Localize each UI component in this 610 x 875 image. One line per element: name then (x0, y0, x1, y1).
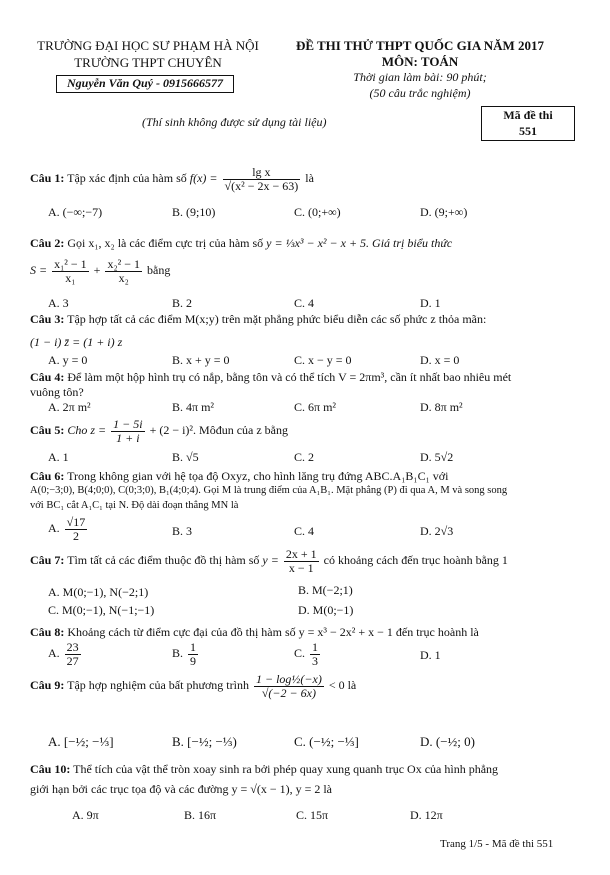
option-a[interactable]: A. [−½; −⅓] (48, 734, 114, 749)
denominator: 3 (312, 653, 319, 668)
option-d[interactable]: D. 12π (410, 808, 443, 822)
question-4 (30, 370, 511, 385)
q-text: Trong không gian với hệ tọa độ Oxyz, cho hình lăng trụ đứng ABC.A₁B₁C₁ với (67, 469, 449, 483)
numerator: 1 − 5i (113, 417, 143, 431)
q-tail: là (305, 170, 314, 185)
q-label: Câu 2: (30, 236, 65, 250)
option-a[interactable]: A. y = 0 (48, 353, 88, 367)
option-prefix: B. (172, 645, 184, 660)
fraction (254, 673, 324, 699)
denominator: x₁ (65, 270, 76, 285)
denominator: x − 1 (288, 560, 314, 575)
option-d[interactable]: D. M(0;−1) (298, 603, 354, 617)
q-text: Khoảng cách từ điểm cực đại của đồ thị hàm số y = x³ − 2x² + x − 1 đến trục hoành là (67, 625, 479, 639)
numerator: x₂² − 1 (107, 257, 141, 271)
option-c[interactable]: C. M(0;−1), N(−1;−1) (48, 603, 155, 617)
code-label: Mã đề thi (503, 108, 553, 122)
q-text-3: với BC₁ cắt A₁C₁ tại N. Độ dài đoạn thẳng MN là (30, 500, 239, 511)
numerator: lg x (223, 166, 301, 180)
subject: MÔN: TOÁN (381, 54, 459, 69)
page-footer: Trang 1/5 - Mã đề thi 551 (440, 838, 554, 850)
numerator: 1 (190, 640, 197, 654)
numerator: 1 − log½(−x) (255, 672, 322, 686)
q-equation: (1 − i) z̄ = (1 + i) z (30, 335, 123, 349)
option-b[interactable]: B. (9;10) (172, 205, 216, 219)
code-value: 551 (519, 124, 537, 138)
denominator: 1 + i (116, 430, 140, 445)
numerator: √17 (66, 515, 86, 529)
option-prefix: A. (48, 645, 60, 660)
question-9 (30, 673, 356, 699)
denominator: √(−2 − 6x) (261, 685, 316, 700)
numerator: 2x + 1 (285, 547, 317, 561)
option-c[interactable]: C. 2 (294, 450, 315, 464)
option-d[interactable]: D. (−½; 0) (420, 734, 475, 749)
option-d[interactable]: D. 1 (420, 296, 441, 310)
q-label: Câu 9: (30, 677, 65, 692)
option-c[interactable]: C. 15π (296, 808, 329, 822)
fraction (111, 418, 144, 444)
option-d[interactable]: D. 5√2 (420, 450, 454, 464)
q-text-2: A(0;−3;0), B(4;0;0), C(0;3;0), B₁(4;0;4). Gọi M là trung điểm của A₁B₁. Mặt phẳng (P) đi qua A, M và song song (30, 485, 508, 496)
option-c[interactable]: C. (0;+∞) (294, 205, 341, 219)
option-c[interactable]: C. 4 (294, 296, 315, 310)
q-text: Tìm tất cả các điểm thuộc đồ thị hàm số (67, 552, 260, 567)
denominator: 2 (72, 528, 79, 543)
plus-sign: + (93, 262, 101, 277)
q-label: Câu 7: (30, 552, 65, 567)
q-tail: có khoảng cách đến trục hoành bằng 1 (323, 552, 508, 567)
option-c[interactable]: C. (−½; −⅓] (294, 734, 359, 749)
option-a[interactable]: A. 3 (48, 296, 69, 310)
option-c[interactable] (294, 641, 322, 667)
q-label: Câu 10: (30, 762, 71, 776)
exam-time: Thời gian làm bài: 90 phút; (353, 70, 487, 84)
q-label: Câu 6: (30, 469, 65, 483)
fraction (223, 166, 301, 192)
option-b[interactable]: B. M(−2;1) (298, 583, 353, 597)
option-b[interactable]: B. 3 (172, 524, 193, 538)
question-5 (30, 418, 288, 444)
q-text: Để làm một hộp hình trụ có nắp, bằng tôn và có thể tích V = 2πm³, cần ít nhất bao nhiêu mét (67, 370, 512, 384)
q-label: Câu 1: (30, 170, 65, 185)
q-text-2: giới hạn bởi các trục tọa độ và các đường y = √(x − 1), y = 2 là (30, 782, 333, 796)
option-d[interactable]: D. 1 (420, 648, 441, 662)
q-tail: + (2 − i)². Môđun của z bằng (149, 422, 288, 437)
denominator: √(x² − 2x − 63) (224, 178, 299, 193)
fraction (310, 641, 320, 667)
q-label: Câu 4: (30, 370, 65, 384)
option-b[interactable]: B. [−½; −⅓) (172, 734, 237, 749)
note: (Thí sinh không được sử dụng tài liệu) (142, 115, 327, 129)
option-b[interactable]: B. 4π m² (172, 400, 214, 414)
option-b[interactable]: B. √5 (172, 450, 199, 464)
q-text: Tập xác định của hàm số (67, 170, 187, 185)
option-d[interactable]: D. (9;+∞) (420, 205, 468, 219)
option-a[interactable]: A. 1 (48, 450, 69, 464)
exam-title: ĐỀ THI THỬ THPT QUỐC GIA NĂM 2017 (295, 38, 545, 53)
q-label: Câu 3: (30, 312, 65, 326)
option-a[interactable] (48, 641, 83, 667)
option-c[interactable]: C. 6π m² (294, 400, 336, 414)
option-b[interactable]: B. 16π (184, 808, 217, 822)
q-text-2: vuông tôn? (30, 385, 84, 399)
question-1 (30, 166, 314, 192)
option-a[interactable]: A. 2π m² (48, 400, 91, 414)
q-text: Tập hợp tất cả các điểm M(x;y) trên mặt phẳng phức biểu diễn các số phức z thỏa mãn: (67, 312, 487, 326)
fraction-1 (52, 258, 89, 284)
option-d[interactable]: D. x = 0 (420, 353, 460, 367)
q-text: Gọi x₁, x₂ là các điểm cực trị của hàm số (67, 236, 264, 250)
expression-s (30, 258, 170, 284)
author: Nguyễn Văn Quý - 0915666577 (66, 76, 223, 90)
fraction (188, 641, 198, 667)
option-a[interactable]: A. 9π (72, 808, 99, 822)
denominator: 9 (190, 653, 197, 668)
question-count: (50 câu trắc nghiệm) (369, 86, 471, 100)
q-text: Thể tích của vật thể tròn xoay sinh ra bởi phép quay xung quanh trục Ox của hình phẳng (73, 762, 499, 776)
q-formula: y = ⅓x³ − x² − x + 5. Giá trị biểu thức (266, 236, 453, 250)
q-formula: f(x) = (189, 170, 218, 185)
question-3 (30, 312, 486, 327)
fraction-2 (105, 258, 142, 284)
option-prefix: C. (294, 645, 306, 660)
q-tail: < 0 là (328, 677, 357, 692)
option-b[interactable] (172, 641, 200, 667)
question-10 (30, 762, 498, 777)
option-a[interactable] (48, 516, 89, 542)
q-text: Tập hợp nghiệm của bất phương trình (67, 677, 249, 692)
school-name: TRƯỜNG ĐẠI HỌC SƯ PHẠM HÀ NỘI (37, 38, 259, 53)
q-label: Câu 5: (30, 422, 65, 437)
denominator: 27 (66, 653, 79, 668)
fraction (284, 548, 319, 574)
question-7 (30, 548, 508, 574)
option-a[interactable]: A. (−∞;−7) (48, 205, 103, 219)
fraction (65, 516, 88, 542)
option-c[interactable]: C. x − y = 0 (294, 353, 352, 367)
option-b[interactable]: B. x + y = 0 (172, 353, 230, 367)
q-formula: y = (262, 552, 279, 567)
fraction (65, 641, 81, 667)
numerator: 1 (312, 640, 319, 654)
numerator: 23 (66, 640, 79, 654)
question-8 (30, 625, 479, 640)
option-c[interactable]: C. 4 (294, 524, 315, 538)
option-prefix: A. (48, 520, 60, 535)
q-tail: bằng (147, 262, 171, 277)
option-a[interactable]: A. M(0;−1), N(−2;1) (48, 585, 149, 599)
numerator: x₁² − 1 (54, 257, 87, 271)
question-6 (30, 469, 448, 484)
question-2 (30, 236, 452, 251)
q-text: Cho z = (67, 422, 107, 437)
denominator: x₂ (118, 270, 129, 285)
s-symbol: S = (30, 262, 48, 277)
q-label: Câu 8: (30, 625, 65, 639)
school-subname: TRƯỜNG THPT CHUYÊN (74, 55, 222, 70)
option-d[interactable]: D. 8π m² (420, 400, 463, 414)
option-d[interactable]: D. 2√3 (420, 524, 454, 538)
option-b[interactable]: B. 2 (172, 296, 193, 310)
